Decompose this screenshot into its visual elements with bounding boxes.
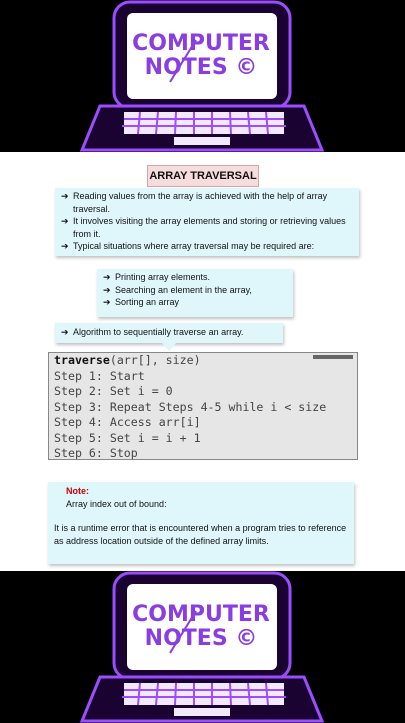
scrollbar[interactable]	[313, 355, 353, 359]
note-subtitle: Array index out of bound:	[66, 498, 167, 509]
code-line: Step 2: Set i = 0	[54, 384, 173, 398]
logo-line2: NOTES ©	[144, 55, 258, 80]
arrow-bullet-icon: ➔	[61, 241, 69, 251]
title-banner	[147, 165, 259, 187]
arrow-bullet-icon: ➔	[61, 327, 69, 337]
arrow-bullet-icon: ➔	[61, 191, 69, 201]
slide-content	[0, 152, 405, 571]
logo-line1: COMPUTER	[132, 31, 270, 56]
note-box	[48, 482, 354, 564]
code-line: Step 6: Stop	[54, 446, 138, 460]
arrow-bullet-icon: ➔	[103, 297, 111, 307]
intro-box	[55, 188, 359, 256]
arrow-bullet-icon: ➔	[61, 216, 69, 226]
logo-banner-bottom	[0, 571, 405, 723]
note-label: Note:	[66, 486, 89, 496]
laptop-logo-icon	[0, 0, 405, 152]
note-body: It is a runtime error that is encountered when a program tries to reference as address location outside of the defined array limits.	[54, 523, 347, 546]
list-item: ➔ Reading values from the array is achieved with the help of array traversal.	[61, 191, 328, 214]
arrow-bullet-icon: ➔	[103, 284, 111, 295]
use-case-box	[97, 269, 293, 317]
arrow-bullet-icon: ➔	[103, 272, 111, 282]
logo-line1: COMPUTER	[132, 602, 270, 627]
code-line: Step 3: Repeat Steps 4-5 while i < size	[54, 399, 327, 414]
logo-banner-top	[0, 0, 405, 152]
algorithm-caption-box	[55, 323, 283, 343]
list-item: ➔ Sorting an array	[103, 297, 180, 307]
list-item: ➔ Typical situations where array traversal may be required are:	[61, 241, 315, 251]
code-line: Step 1: Start	[54, 368, 145, 383]
code-line: Step 4: Access arr[i]	[54, 415, 201, 429]
algorithm-caption: Algorithm to sequentially traverse an array.	[73, 327, 244, 337]
list-item: ➔ Searching an element in the array,	[103, 284, 252, 295]
pointer-arrow-icon	[162, 343, 176, 351]
page-title: ARRAY TRAVERSAL	[149, 170, 257, 182]
laptop-logo-icon	[0, 571, 405, 723]
code-line: Step 5: Set i = i + 1	[54, 430, 201, 445]
code-signature: traverse(arr[], size)	[54, 353, 201, 367]
list-item: ➔ It involves visiting the array elements and storing or retrieving values from it.	[61, 216, 346, 239]
list-item: ➔ Printing array elements.	[103, 272, 211, 282]
logo-line2: NOTES ©	[144, 626, 258, 651]
code-block	[48, 352, 358, 460]
